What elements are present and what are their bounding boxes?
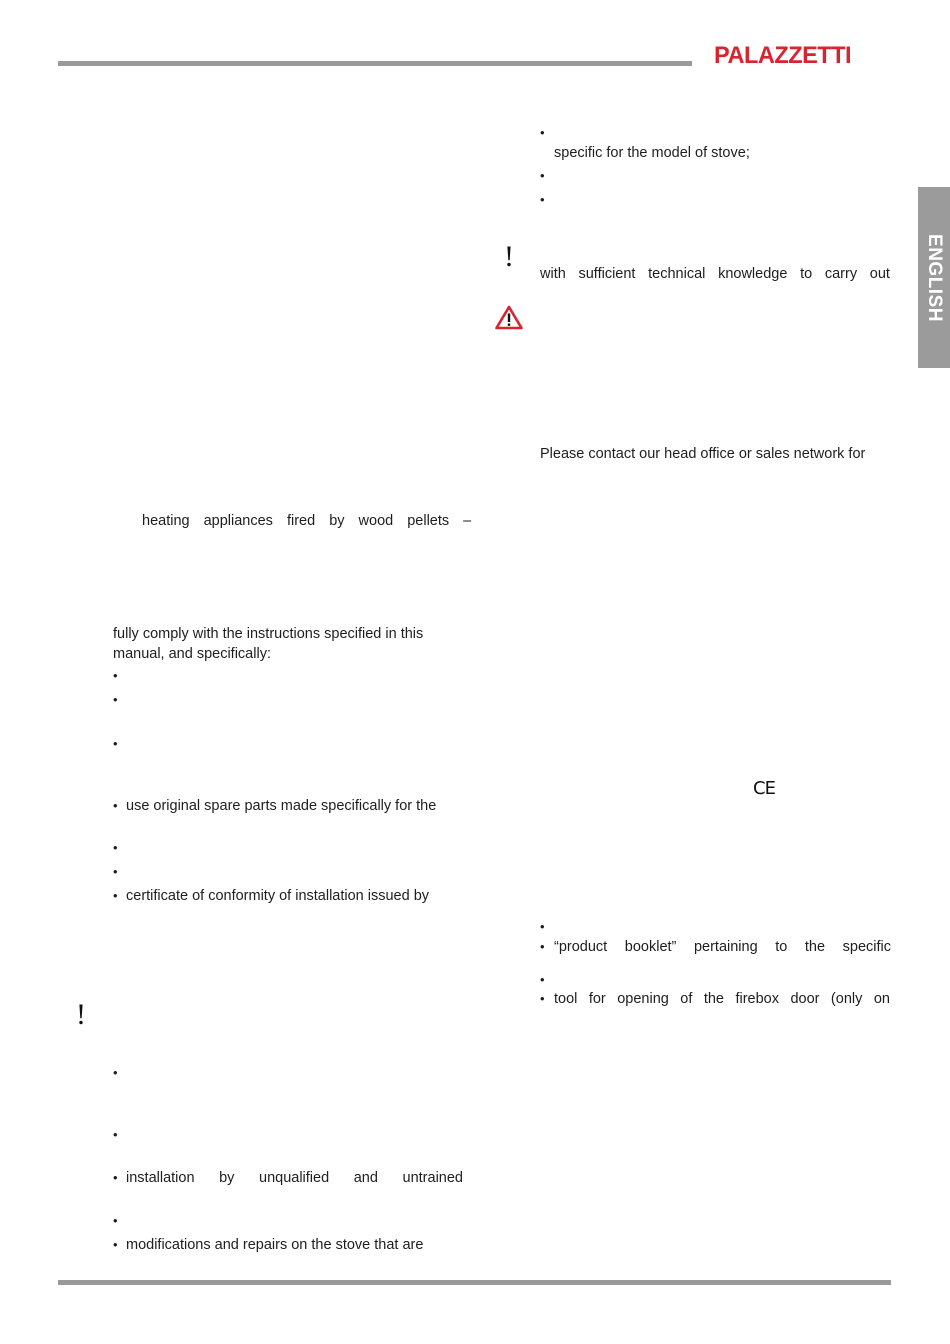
language-tab (918, 187, 950, 368)
text-contact: Please contact our head office or sales network for (540, 446, 866, 462)
word: opening (617, 991, 669, 1007)
bullet-marker: • (113, 1213, 118, 1228)
bullet-marker: • (113, 864, 118, 879)
bullet-marker: • (540, 972, 545, 987)
bullet-marker: • (540, 192, 545, 207)
bullet-marker: • (113, 692, 118, 707)
text-product-booklet (554, 937, 891, 957)
exclamation-icon: ! (504, 240, 514, 273)
word: knowledge (718, 266, 788, 282)
bullet-marker: • (540, 168, 545, 183)
text-heating-appliances (142, 511, 472, 531)
text-modifications: modifications and repairs on the stove that are (126, 1237, 424, 1253)
word: technical (648, 266, 706, 282)
bullet-marker: • (113, 1237, 118, 1252)
word: specific (842, 939, 891, 955)
word: on (873, 991, 890, 1007)
word: booklet” (624, 939, 677, 955)
word: with (540, 266, 566, 282)
word: out (869, 266, 890, 282)
text-installation (126, 1168, 463, 1188)
bullet-marker: • (113, 1170, 118, 1185)
word: door (790, 991, 820, 1007)
word: the (804, 939, 826, 955)
bullet-marker: • (113, 1127, 118, 1142)
top-rule (58, 61, 692, 66)
word: untrained (402, 1170, 463, 1186)
text-certificate: certificate of conformity of installation issued by (126, 888, 430, 904)
text-tool-opening (554, 989, 890, 1009)
text-line: heating appliances fired by wood pellets – (142, 513, 472, 529)
word: unqualified (259, 1170, 330, 1186)
bullet-marker: • (540, 919, 545, 934)
bullet-marker: • (113, 1065, 118, 1080)
bullet-marker: • (113, 888, 118, 903)
word: firebox (735, 991, 779, 1007)
bullet-marker: • (540, 939, 545, 954)
bullet-marker: • (540, 991, 545, 1006)
ce-mark-icon: CE (753, 778, 775, 799)
word: “product (554, 939, 608, 955)
brand-logo: PALAZZETTI (714, 42, 852, 69)
text-technical-knowledge (540, 264, 890, 284)
bullet-marker: • (113, 736, 118, 751)
bottom-rule (58, 1280, 891, 1285)
word: pertaining (693, 939, 758, 955)
bullet-marker: • (113, 798, 118, 813)
word: the (703, 991, 724, 1007)
bullet-marker: • (113, 668, 118, 683)
word: to (800, 266, 813, 282)
word: sufficient (578, 266, 636, 282)
text-spare-parts: use original spare parts made specifically for the (126, 798, 437, 814)
word: installation (126, 1170, 195, 1186)
bullet-marker: • (113, 840, 118, 855)
language-tab-label: ENGLISH (924, 233, 945, 322)
word: for (588, 991, 606, 1007)
word: carry (824, 266, 858, 282)
exclamation-icon: ! (76, 998, 86, 1031)
word: to (775, 939, 788, 955)
text-comply: fully comply with the instructions specified in this (113, 626, 424, 642)
word: by (219, 1170, 235, 1186)
text-specific-model: specific for the model of stove; (554, 145, 750, 161)
word: (only (830, 991, 863, 1007)
word: of (680, 991, 693, 1007)
bullet-marker: • (540, 125, 545, 140)
text-manual-specifically: manual, and specifically: (113, 646, 271, 662)
word: tool (554, 991, 578, 1007)
warning-triangle-icon (495, 305, 523, 330)
word: and (353, 1170, 378, 1186)
